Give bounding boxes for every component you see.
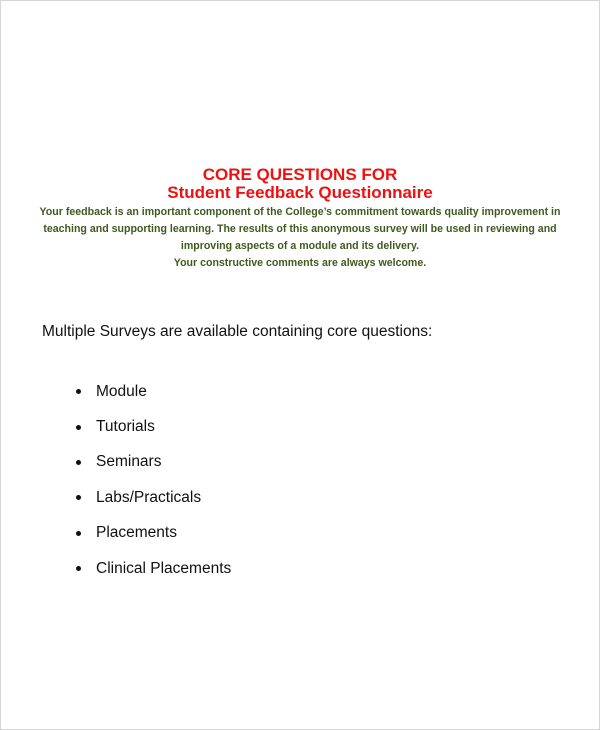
intro-paragraph <box>1 204 599 272</box>
intro-line-2: teaching and supporting learning. The results of this anonymous survey will be used in reviewing and <box>43 223 557 235</box>
bullet-icon <box>76 495 81 500</box>
lead-text: Multiple Surveys are available containing core questions: <box>42 323 433 340</box>
list-item-label: Seminars <box>96 453 162 471</box>
list-item <box>75 445 231 480</box>
list-item-label: Placements <box>96 524 177 542</box>
document-header <box>1 166 599 272</box>
list-item-label: Module <box>96 382 147 400</box>
bullet-icon <box>76 460 81 465</box>
list-item-label: Labs/Practicals <box>96 488 202 506</box>
list-item <box>75 551 231 586</box>
list-item-label: Clinical Placements <box>96 559 232 577</box>
bullet-icon <box>76 566 81 571</box>
list-item-label: Tutorials <box>96 418 155 436</box>
title-line-2: Student Feedback Questionnaire <box>167 183 433 202</box>
list-item <box>75 409 231 444</box>
survey-list <box>75 374 231 586</box>
intro-line-4: Your constructive comments are always welcome. <box>173 257 427 269</box>
list-item <box>75 516 231 551</box>
intro-line-1: Your feedback is an important component of the College’s commitment towards quality improvement in <box>39 206 561 218</box>
list-item <box>75 480 231 515</box>
bullet-icon <box>76 389 81 394</box>
intro-line-3: improving aspects of a module and its delivery. <box>180 240 420 252</box>
list-item <box>75 374 231 409</box>
bullet-icon <box>76 531 81 536</box>
bullet-icon <box>76 425 81 430</box>
title-line-1: CORE QUESTIONS FOR <box>202 165 398 184</box>
